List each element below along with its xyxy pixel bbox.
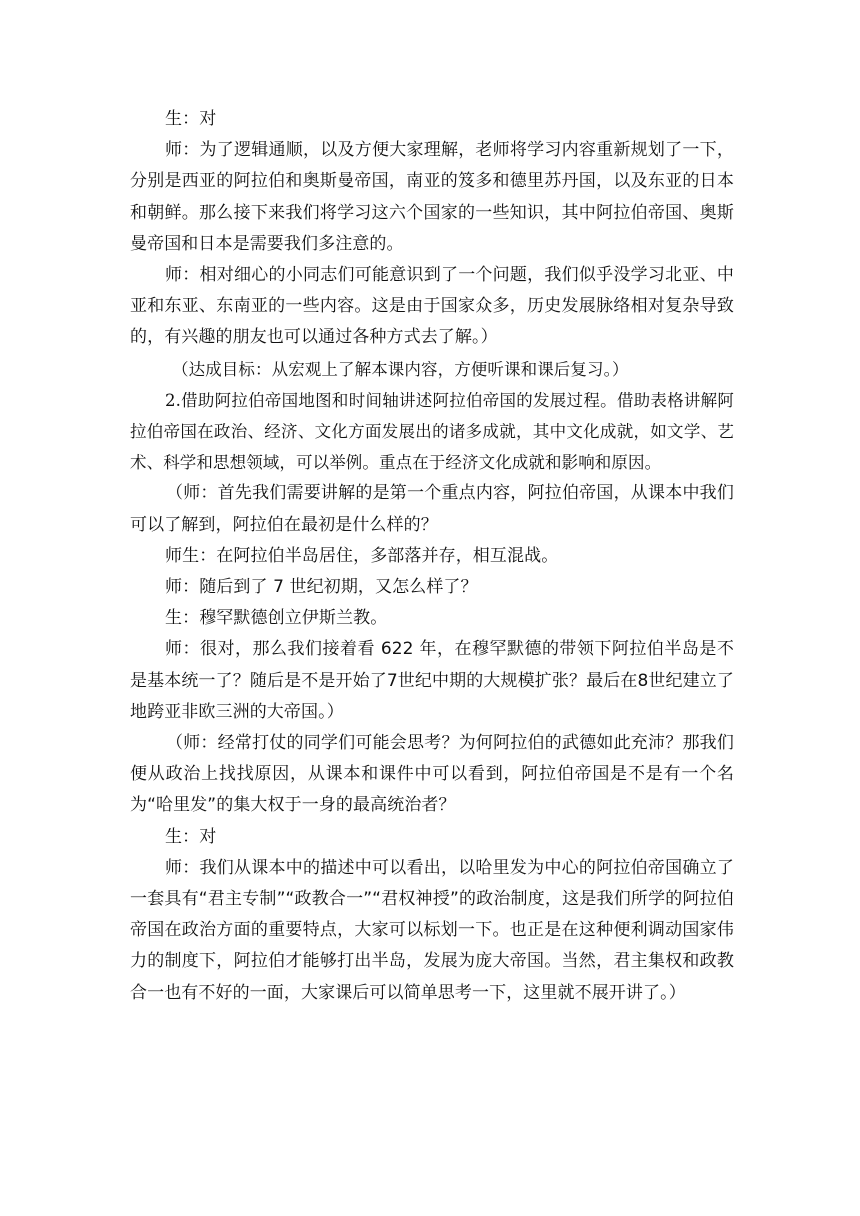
paragraph-student-reply-2: 生：对: [165, 826, 217, 847]
paragraph-step-2: 2.借助阿拉伯帝国地图和时间轴讲述阿拉伯帝国的发展过程。借助表格讲解阿拉伯帝国在政治、经济、文化方面发展出的诸多成就，其中文化成就，如文学、艺术、科学和思想领域，可以举例。重点在于经济文化成就和影响和原因。: [130, 390, 734, 473]
paragraph-class-answer: 师生：在阿拉伯半岛居住，多部落并存，相互混战。: [165, 545, 559, 566]
paragraph-teacher-caliph: （师：经常打仗的同学们可能会思考？为何阿拉伯的武德如此充沛？那我们便从政治上找找原因，从课本和课件中可以看到，阿拉伯帝国是不是有一个名为“哈里发”的集大权于一身的最高统治者？: [130, 733, 734, 816]
paragraph-teacher-question-7th-century: 师：随后到了 7 世纪初期，又怎么样了？: [165, 577, 478, 598]
paragraph-student-answer-islam: 生：穆罕默德创立伊斯兰教。: [165, 608, 388, 629]
paragraph-teacher-plan: 师：为了逻辑通顺，以及方便大家理解，老师将学习内容重新规划了一下，分别是西亚的阿拉伯和奥斯曼帝国，南亚的笈多和德里苏丹国，以及东亚的日本和朝鲜。那么接下来我们将学习这六个国家的一些知识，其中阿拉伯帝国、奥斯曼帝国和日本是需要我们多注意的。: [130, 140, 734, 254]
paragraph-teacher-note-regions: 师：相对细心的小同志们可能意识到了一个问题，我们似乎没学习北亚、中亚和东亚、东南亚的一些内容。这是由于国家众多，历史发展脉络相对复杂导致的，有兴趣的朋友也可以通过各种方式去了解。）: [130, 265, 734, 348]
paragraph-goal: （达成目标：从宏观上了解本课内容，方便听课和课后复习。）: [172, 359, 629, 379]
paragraph-student-reply-1: 生：对: [165, 109, 217, 129]
paragraph-teacher-622: 师：很对，那么我们接着看 622 年，在穆罕默德的带领下阿拉伯半岛是不是基本统一了？随后是不是开始了7世纪中期的大规模扩张？最后在8世纪建立了地跨亚非欧三洲的大帝国。）: [130, 639, 734, 722]
paragraph-teacher-political-system: 师：我们从课本中的描述中可以看出，以哈里发为中心的阿拉伯帝国确立了一套具有“君主专制”“政教合一”“君权神授”的政治制度，这是我们所学的阿拉伯帝国在政治方面的重要特点，大家可以标划一下。也正是在这种便利调动国家伟力的制度下，阿拉伯才能够打出半岛，发展为庞大帝国。当然，君主集权和政教合一也有不好的一面，大家课后可以简单思考一下，这里就不展开讲了。）: [130, 857, 734, 1003]
paragraph-teacher-question-origin: （师：首先我们需要讲解的是第一个重点内容，阿拉伯帝国，从课本中我们可以了解到，阿拉伯在最初是什么样的？: [130, 483, 734, 535]
document-body: [130, 104, 734, 1009]
